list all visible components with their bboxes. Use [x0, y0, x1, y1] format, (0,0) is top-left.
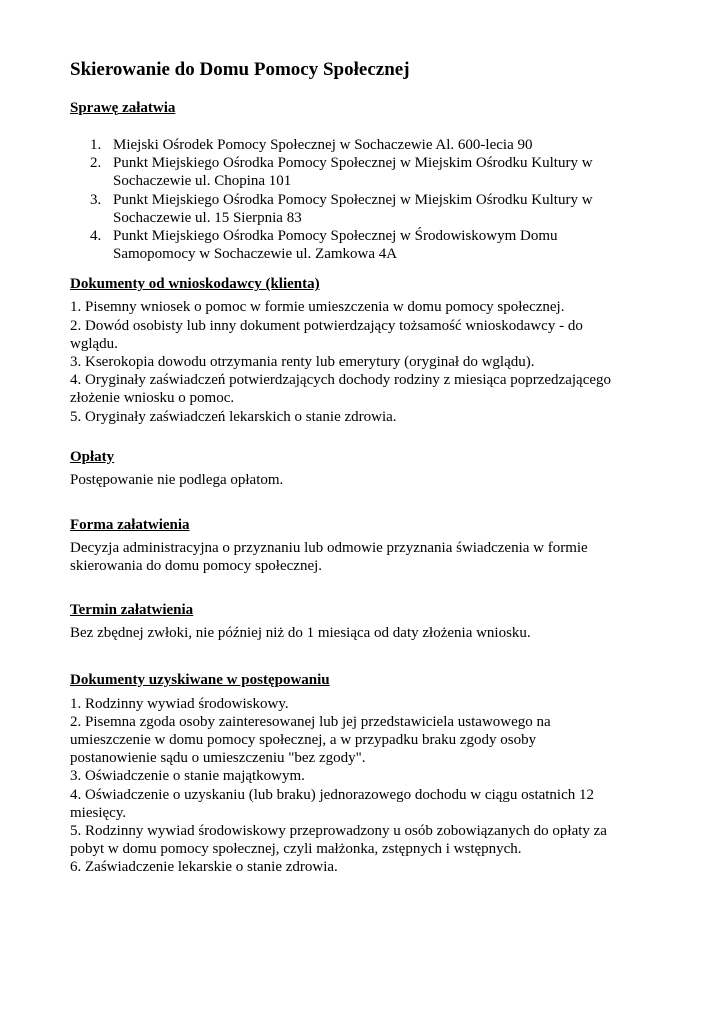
- office-list-item: [70, 154, 664, 190]
- list-line: 4. Oryginały zaświadczeń potwierdzających dochody rodziny z miesiąca poprzedzającego: [70, 372, 612, 389]
- list-line: miesięcy.: [70, 804, 127, 821]
- fees-text: Postępowanie nie podlega opłatom.: [70, 471, 284, 488]
- section-heading-sprawe: Sprawę załatwia: [70, 100, 176, 116]
- document-title: Skierowanie do Domu Pomocy Społecznej: [70, 59, 410, 80]
- section-heading-termin: Termin załatwienia: [70, 602, 194, 619]
- list-line: 1. Rodzinny wywiad środowiskowy.: [70, 695, 289, 712]
- office-line: Sochaczewie ul. Chopina 101: [113, 173, 292, 190]
- office-line: Punkt Miejskiego Ośrodka Pomocy Społecznej w Miejskim Ośrodku Kultury w: [113, 191, 593, 208]
- section-heading-dokumenty-uzyskiwane: Dokumenty uzyskiwane w postępowaniu: [70, 671, 330, 688]
- list-line: wglądu.: [70, 335, 118, 352]
- list-line: pobyt w domu pomocy społecznej, czyli małżonka, zstępnych i wstępnych.: [70, 841, 522, 858]
- list-number: 1.: [90, 137, 102, 153]
- list-line: 4. Oświadczenie o uzyskaniu (lub braku) jednorazowego dochodu w ciągu ostatnich 12: [70, 786, 595, 803]
- list-line: 2. Dowód osobisty lub inny dokument potwierdzający tożsamość wnioskodawcy - do: [70, 317, 583, 334]
- office-line: Punkt Miejskiego Ośrodka Pomocy Społecznej w Miejskim Ośrodku Kultury w: [113, 155, 593, 172]
- applicant-documents-list: [70, 298, 664, 425]
- list-line: 3. Oświadczenie o stanie majątkowym.: [70, 768, 305, 785]
- list-line: 2. Pisemna zgoda osoby zainteresowanej lub jej przedstawiciela ustawowego na: [70, 713, 551, 730]
- list-line: 5. Rodzinny wywiad środowiskowy przeprowadzony u osób zobowiązanych do opłaty za: [70, 823, 607, 840]
- deadline-text: Bez zbędnej zwłoki, nie później niż do 1 miesiąca od daty złożenia wniosku.: [70, 625, 531, 642]
- section-heading-oplaty: Opłaty: [70, 448, 115, 465]
- obtained-documents-list: [70, 695, 664, 877]
- office-list-item: [70, 227, 664, 263]
- list-line: 3. Kserokopia dowodu otrzymania renty lub emerytury (oryginał do wglądu).: [70, 354, 535, 371]
- office-list-item: [70, 136, 664, 154]
- office-line: Samopomocy w Sochaczewie ul. Zamkowa 4A: [113, 246, 398, 263]
- office-list: [70, 136, 664, 263]
- list-number: 4.: [90, 228, 102, 245]
- text-line: skierowania do domu pomocy społecznej.: [70, 558, 323, 575]
- office-list-item: [70, 191, 664, 227]
- office-line: Punkt Miejskiego Ośrodka Pomocy Społecznej w Środowiskowym Domu: [113, 228, 558, 245]
- list-number: 2.: [90, 155, 102, 172]
- office-line: Miejski Ośrodek Pomocy Społecznej w Sochaczewie Al. 600-lecia 90: [113, 137, 533, 153]
- office-line: Sochaczewie ul. 15 Sierpnia 83: [113, 209, 302, 226]
- settlement-form-text: [70, 539, 664, 575]
- list-line: 1. Pisemny wniosek o pomoc w formie umieszczenia w domu pomocy społecznej.: [70, 299, 565, 316]
- list-line: postanowienie sądu o umieszczeniu "bez zgody".: [70, 750, 366, 767]
- list-number: 3.: [90, 191, 102, 208]
- list-line: złożenie wniosku o pomoc.: [70, 390, 235, 407]
- section-heading-dokumenty-wnioskodawcy: Dokumenty od wnioskodawcy (klienta): [70, 276, 320, 293]
- list-line: 6. Zaświadczenie lekarskie o stanie zdrowia.: [70, 859, 338, 876]
- section-heading-forma: Forma załatwienia: [70, 517, 190, 534]
- text-line: Decyzja administracyjna o przyznaniu lub odmowie przyznania świadczenia w formie: [70, 540, 588, 557]
- list-line: umieszczenie w domu pomocy społecznej, a w przypadku braku zgody osoby: [70, 732, 537, 749]
- list-line: 5. Oryginały zaświadczeń lekarskich o stanie zdrowia.: [70, 408, 397, 425]
